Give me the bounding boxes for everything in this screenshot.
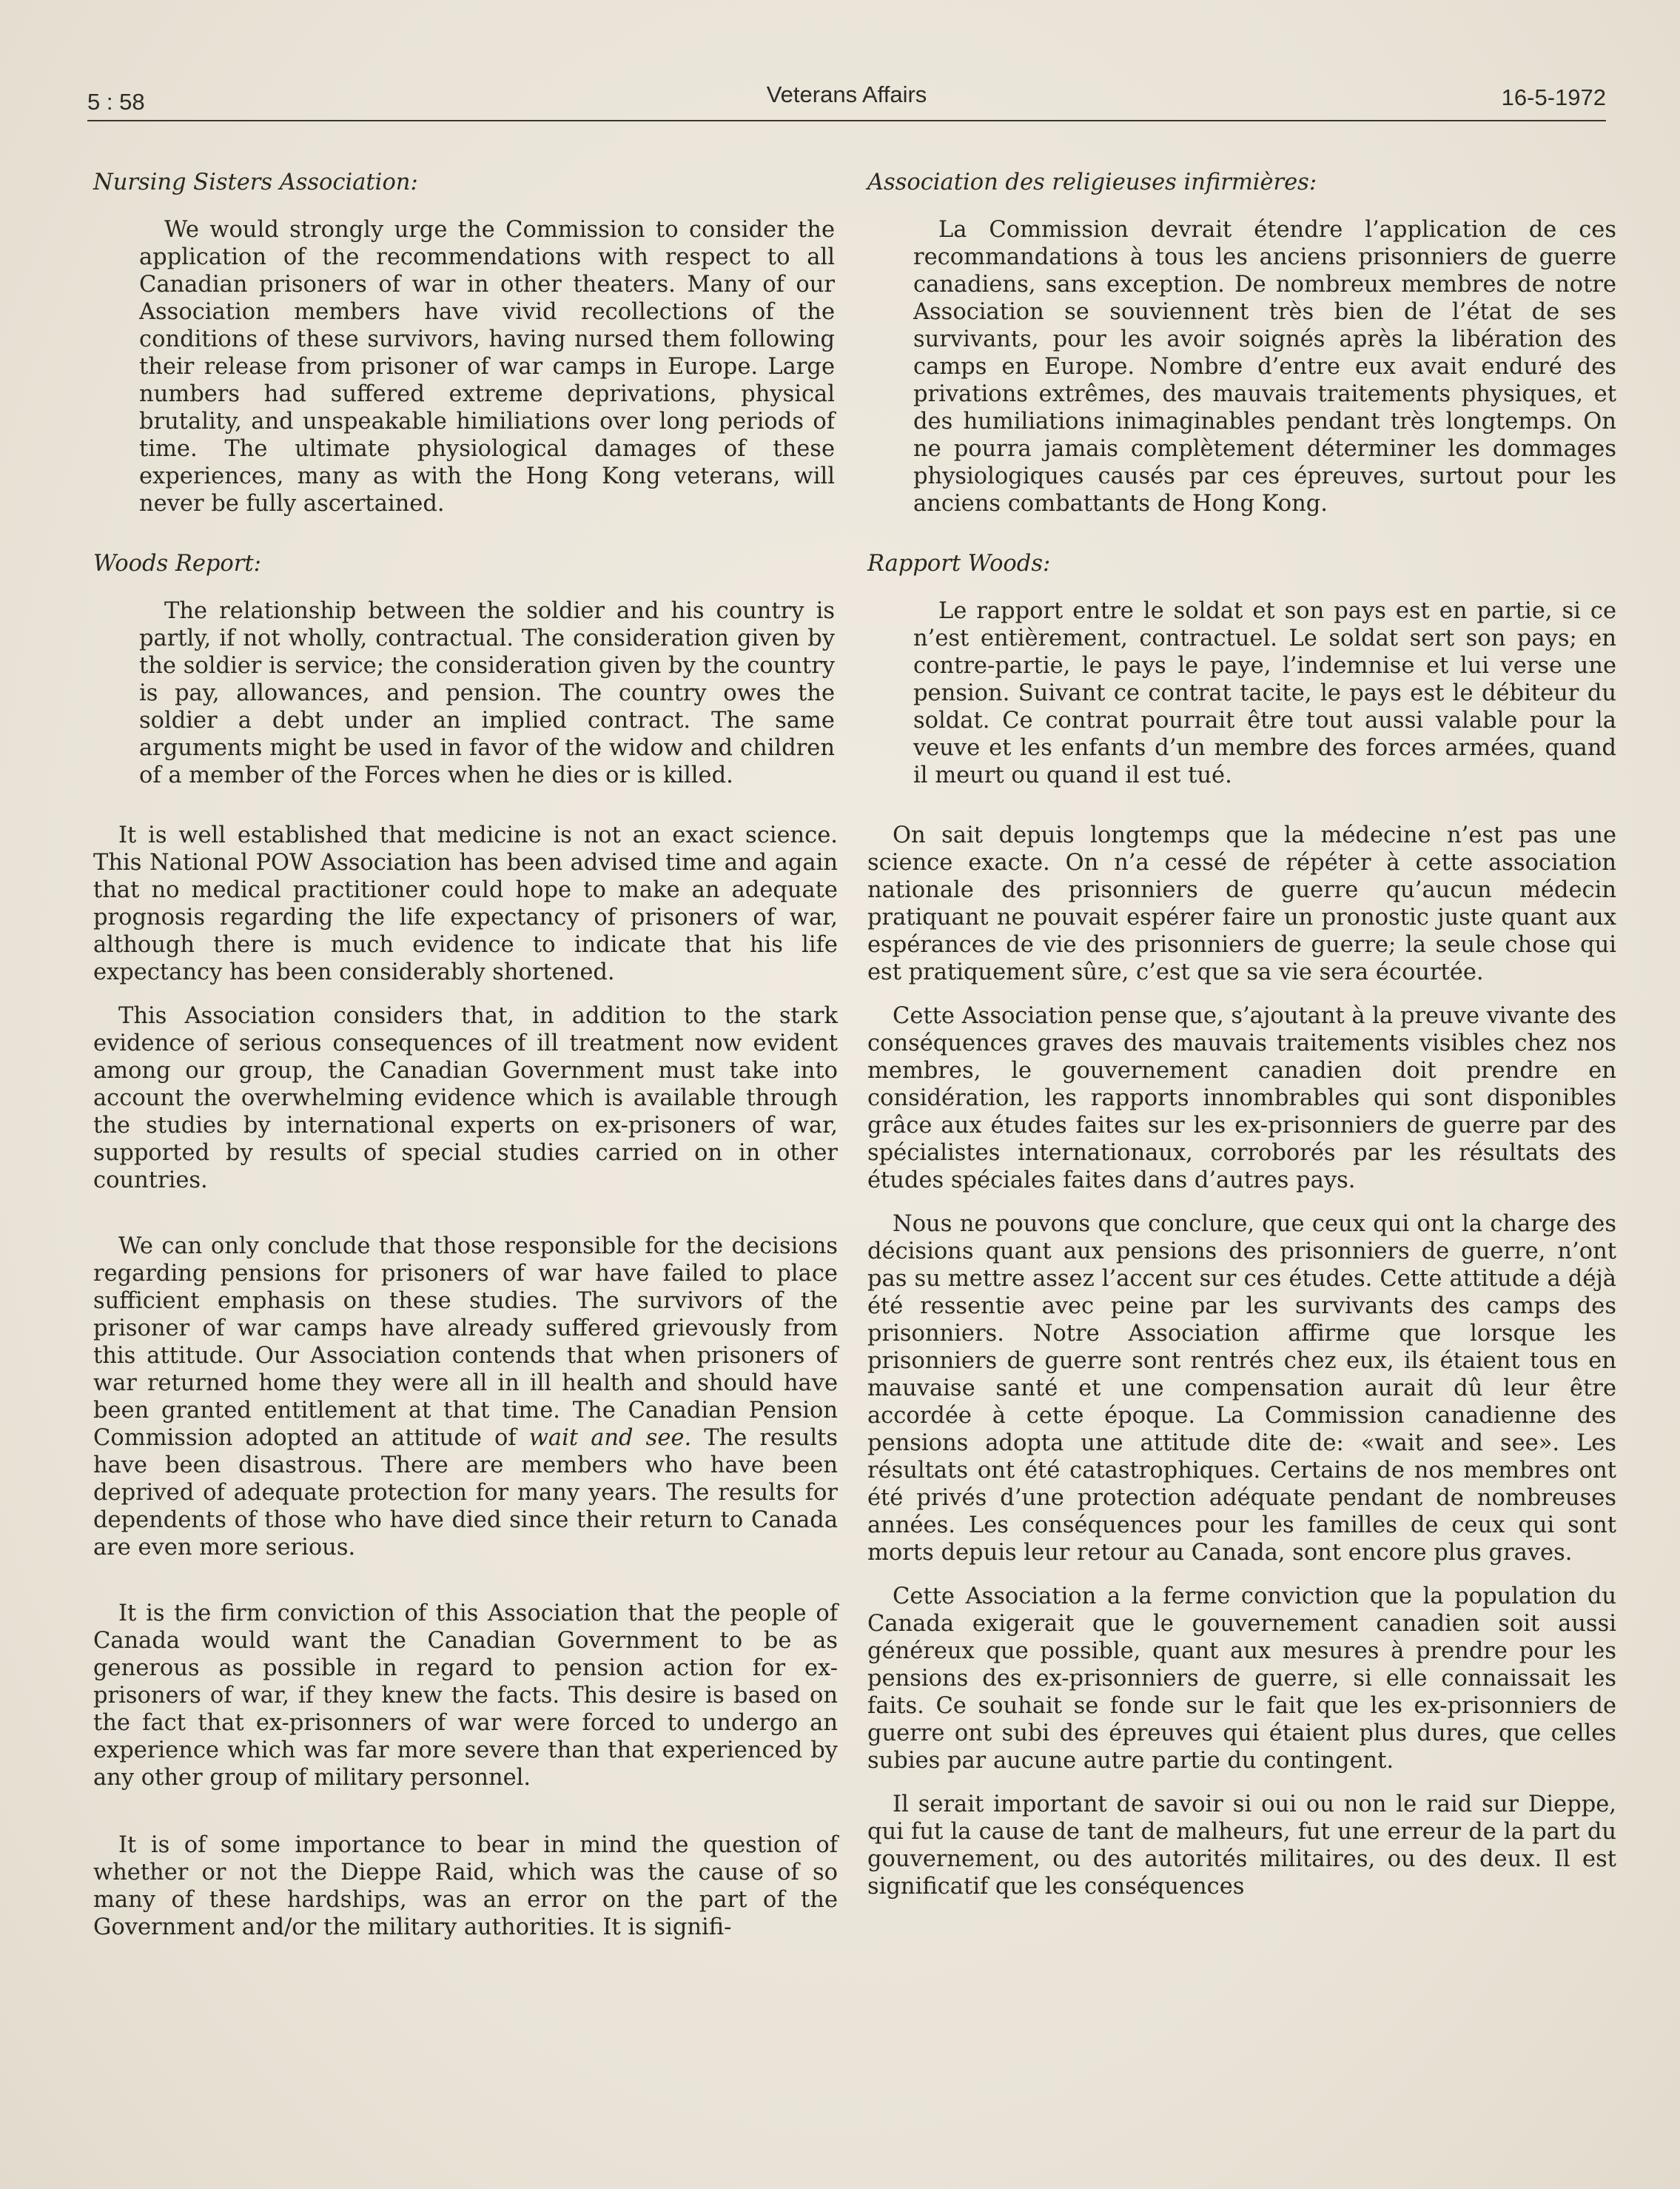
header-date: 16-5-1972 [1501,84,1606,110]
paragraph: This Association considers that, in addition to the stark evidence of serious consequences of ill treatment now evident among our group, the Canadian Government must take into account the overwhelming evidence which is available through the studies by international experts on ex-prisoners of war, supported by results of special studies carried on in other countries. [93,1003,838,1193]
paragraph-text: The results have been disastrous. There are members who have been deprived of adequate protection for many years. The results for dependents of those who have died since their return to Canada are even more serious. [93,1425,839,1561]
quote-nursing-sisters: We would strongly urge the Commission to consider the application of the recommendations with respect to all Canadian prisoners of war in other theaters. Many of our Association members have vivid recollections of the conditions of these survivors, having nursed them following their release from prisoner of war camps in Europe. Large numbers had suffered extreme deprivations, physical brutality, and unspeakable himiliations over long periods of time. The ultimate physiological damages of these experiences, many as with the Hong Kong veterans, will never be fully ascertained. [139,217,835,517]
paragraph: It is well established that medicine is not an exact science. This National POW Association has been advised time and again that no medical practitioner could hope to make an adequate prognosis regarding the life expectancy of prisoners of war, although there is much evidence to indicate that his life expectancy has been considerably shortened. [93,822,838,985]
quote-rapport-woods: Le rapport entre le soldat et son pays est en partie, si ce n’est entièrement, contractuel. Le soldat sert son pays; en contre-partie, le pays le paye, l’indemnise et lui verse une pension. Suivant ce contrat tacite, le pays est le débiteur du soldat. Ce contrat pourrait être tout aussi valable pour la veuve et les enfants d’un membre des forces armées, quand il meurt ou quand il est tué. [913,598,1616,788]
paragraph: It is of some importance to bear in mind the question of whether or not the Dieppe Raid, which was the cause of so many of these hardships, was an error on the part of the Government and/or the military authorities. It is signifi- [93,1832,838,1940]
paragraph: Nous ne pouvons que conclure, que ceux qui ont la charge des décisions quant aux pensions des prisonniers de guerre, n’ont pas su mettre assez l’accent sur ces études. Cette attitude a déjà été ressentie avec peine par les survivants des camps des prisonniers. Notre Association affirme que lorsque les prisonniers de guerre sont rentrés chez eux, ils étaient tous en mauvaise santé et une compensation aurait dû leur être accordée à cette époque. La Commission canadienne des pensions adopta une attitude dite de: «wait and see». Les résultats ont été catastrophiques. Certains de nos membres ont été privés d’une protection adéquate pendant de nombreuses années. Les conséquences pour les familles de ceux qui sont morts depuis leur retour au Canada, sont encore plus graves. [867,1211,1616,1566]
page-header [87,81,1606,120]
paragraph [93,1233,838,1561]
paragraph-text: We can only conclude that those responsible for the decisions regarding pensions for prisoners of war have failed to place sufficient emphasis on these studies. The survivors of the prisoner of war camps have already suffered grievously from this attitude. Our Association contends that when prisoners of war returned home they were all in ill health and should have been granted entitlement at that time. The Canadian Pension Commission adopted an attitude of [93,1233,838,1451]
paragraph: Cette Association pense que, s’ajoutant à la preuve vivante des conséquences graves des mauvais traitements visibles chez nos membres, le gouvernement canadien doit prendre en considération, les rapports innombrables qui sont disponibles grâce aux études faites sur les ex-prisonniers de guerre par des spécialistes internationaux, corroborés par les résultats des études spéciales faites dans d’autres pays. [867,1003,1616,1193]
section-heading-religieuses: Association des religieuses infirmières: [867,170,1317,195]
section-heading-woods-report: Woods Report: [93,551,261,577]
section-heading-nursing-sisters: Nursing Sisters Association: [93,170,418,195]
running-title: Veterans Affairs [766,81,927,107]
quote-religieuses: La Commission devrait étendre l’application de ces recommandations à tous les anciens prisonniers de guerre canadiens, sans exception. De nombreux membres de notre Association se souviennent très bien de l’état de ses survivants, pour les avoir soignés après la libération des camps en Europe. Nombre d’entre eux avait enduré des privations extrêmes, des mauvais traitements physiques, et des humiliations inimaginables pendant très longtemps. On ne pourra jamais complètement déterminer les dommages physiologiques causés par ces épreuves, surtout pour les anciens combattants de Hong Kong. [913,217,1616,517]
paragraph: It is the firm conviction of this Association that the people of Canada would want the Canadian Government to be as generous as possible in regard to pension action for ex-prisoners of war, if they knew the facts. This desire is based on the fact that ex-prisonners of war were forced to undergo an experience which was far more severe than that experienced by any other group of military personnel. [93,1600,838,1791]
header-rule [87,120,1606,121]
section-heading-rapport-woods: Rapport Woods: [867,551,1051,577]
paragraph: Il serait important de savoir si oui ou non le raid sur Dieppe, qui fut la cause de tant de malheurs, fut une erreur de la part du gouvernement, ou des autorités militaires, ou des deux. Il est significatif que les conséquences [867,1791,1616,1900]
page-number: 5 : 58 [87,89,145,115]
paragraph: On sait depuis longtemps que la médecine n’est pas une science exacte. On n’a cessé de répéter à cette association nationale des prisonniers de guerre qu’aucun médecin pratiquant ne pouvait espérer faire un pronostic juste quant aux espérances de vie des prisonniers de guerre; la seule chose qui est pratiquement sûre, c’est que sa vie sera écourtée. [867,822,1616,985]
english-column [93,169,838,1941]
french-column [867,169,1616,1900]
paragraph: Cette Association a la ferme conviction que la population du Canada exigerait que le gouvernement canadien soit aussi généreux que possible, quant aux mesures à prendre pour les pensions des ex-prisonniers de guerre, si elle connaissait les faits. Ce souhait se fonde sur le fait que les ex-prisonniers de guerre ont subi des épreuves qui étaient plus dures, que celles subies par aucune autre partie du contingent. [867,1583,1616,1774]
emphasis-text: wait and see. [528,1425,692,1451]
quote-woods-report: The relationship between the soldier and his country is partly, if not wholly, contractual. The consideration given by the soldier is service; the consideration given by the country is pay, allowances, and pension. The country owes the soldier a debt under an implied contract. The same arguments might be used in favor of the widow and children of a member of the Forces when he dies or is killed. [139,598,835,788]
